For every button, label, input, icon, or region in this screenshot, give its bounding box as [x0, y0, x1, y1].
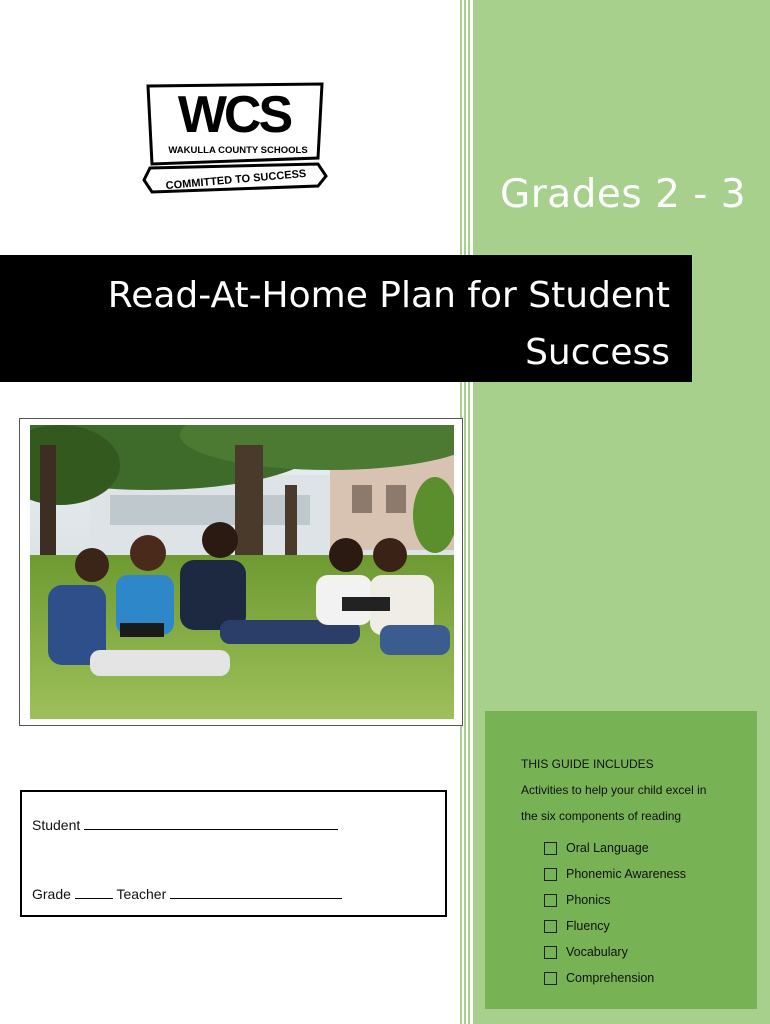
list-item: [544, 835, 686, 861]
list-item-label: Phonemic Awareness: [566, 867, 686, 881]
checkbox[interactable]: [544, 868, 557, 881]
decor-stripe: [468, 0, 470, 1024]
list-item: [544, 887, 686, 913]
teacher-field[interactable]: [170, 885, 342, 899]
logo-motto: COMMITTED TO SUCCESS: [165, 167, 307, 193]
teacher-label: Teacher: [116, 886, 167, 902]
page-title: [30, 267, 670, 381]
title-line-1: Read-At-Home Plan for Student: [107, 275, 670, 316]
student-info-form: [20, 790, 447, 917]
guide-includes-box: [485, 711, 757, 1009]
list-item: [544, 939, 686, 965]
list-item-label: Comprehension: [566, 971, 655, 985]
checkbox[interactable]: [544, 842, 557, 855]
list-item-label: Phonics: [566, 893, 611, 907]
students-reading-photo: [30, 425, 454, 719]
reading-components-list: [544, 835, 686, 991]
checkbox[interactable]: [544, 894, 557, 907]
grades-heading: Grades 2 - 3: [500, 172, 747, 217]
student-name-field[interactable]: [84, 816, 338, 830]
title-line-2: Success: [525, 332, 670, 373]
list-item-label: Vocabulary: [566, 945, 628, 959]
student-label: Student: [32, 817, 81, 833]
guide-intro-line-1: Activities to help your child excel in: [521, 783, 707, 797]
list-item: [544, 861, 686, 887]
logo-org: WAKULLA COUNTY SCHOOLS: [168, 145, 308, 156]
guide-heading: THIS GUIDE INCLUDES: [521, 757, 654, 771]
list-item-label: Oral Language: [566, 841, 649, 855]
grade-label: Grade: [32, 886, 71, 902]
title-banner: [0, 255, 692, 382]
list-item-label: Fluency: [566, 919, 610, 933]
grade-field[interactable]: [75, 885, 113, 899]
list-item: [544, 913, 686, 939]
grade-teacher-row: [32, 885, 342, 902]
checkbox[interactable]: [544, 946, 557, 959]
list-item: [544, 965, 686, 991]
logo-letters: WCS: [177, 86, 291, 144]
checkbox[interactable]: [544, 972, 557, 985]
wcs-logo: [142, 80, 328, 200]
guide-intro-line-2: the six components of reading: [521, 809, 682, 823]
checkbox[interactable]: [544, 920, 557, 933]
photo-frame: [19, 418, 463, 726]
student-row: [32, 816, 338, 833]
decor-stripe: [464, 0, 466, 1024]
